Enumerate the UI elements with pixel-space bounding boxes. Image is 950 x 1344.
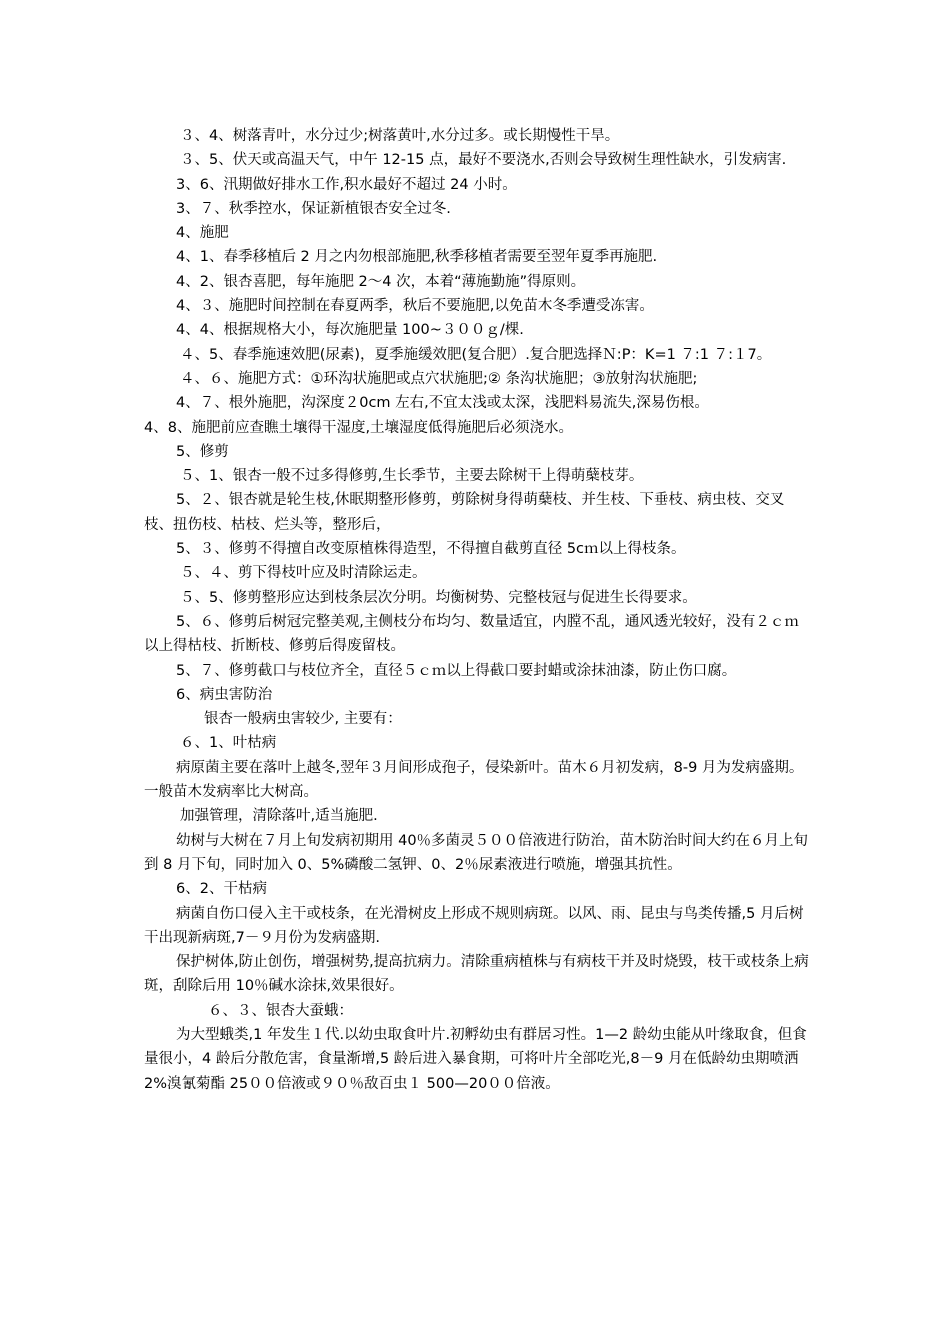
document-body [144,124,812,1096]
paragraph: ３、5、伏天或高温天气，中午 12-15 点，最好不要浇水,否则会导致树生理性缺水，引发病害. [180,152,787,169]
paragraph: 5、６、修剪后树冠完整美观,主侧枝分布均匀、数量适宜，内膛不乱，通风透光较好，没有２ｃｍ以上得枯枝、折断枝、修剪后得废留枝。 [144,613,799,655]
section-heading: 6、病虫害防治 [176,686,273,703]
paragraph: 为大型蛾类,1 年发生１代.以幼虫取食叶片.初孵幼虫有群居习性。1—2 龄幼虫能从叶缘取食，但食量很小，4 龄后分散危害，食量渐增,5 龄后进入暴食期，可将叶片全部吃光,8－9 月在低龄幼虫期喷洒 2%溴氰菊酯 25００倍液或９０％敌百虫１ 500—20００倍液。 [144,1026,807,1092]
paragraph: 幼树与大树在７月上旬发病初期用 40％多菌灵５００倍液进行防治，苗木防治时间大约在６月上旬到 8 月下旬，同时加入 0、5%磷酸二氢钾、0、2％尿素液进行喷施，增强其抗性。 [144,832,809,873]
paragraph: 4、1、春季移植后 2 月之内勿根部施肥,秋季移植者需要至翌年夏季再施肥. [176,249,658,266]
paragraph: 5、２、银杏就是轮生枝,休眠期整形修剪，剪除树身得萌蘖枝、并生枝、下垂枝、病虫枝、交叉枝、扭伤枝、枯枝、烂头等，整形后， [144,492,785,533]
paragraph: 3、７、秋季控水，保证新植银杏安全过冬. [176,200,451,217]
paragraph: ４、６、施肥方式：①环沟状施肥或点穴状施肥;② 条沟状施肥；③放射沟状施肥; [180,370,698,387]
paragraph: ３、4、树落青叶，水分过少;树落黄叶,水分过多。或长期慢性干旱。 [180,128,620,144]
section-heading: 4、施肥 [176,225,229,242]
paragraph: 4、2、银杏喜肥，每年施肥 2～4 次，本着“薄施勤施”得原则。 [176,273,586,290]
paragraph: 3、6、汛期做好排水工作,积水最好不超过 24 小时。 [176,176,517,193]
paragraph: 4、７、根外施肥，沟深度２0cm 左右,不宜太浅或太深，浅肥料易流失,深易伤根。 [176,395,709,412]
paragraph: 4、4、根据规格大小，每次施肥量 100~３００ｇ/棵. [176,322,524,339]
paragraph: 病菌自伤口侵入主干或枝条，在光滑树皮上形成不规则病斑。以风、雨、昆虫与鸟类传播,5 月后树干出现新病斑,7－９月份为发病盛期. [144,905,804,946]
paragraph: ５、1、银杏一般不过多得修剪,生长季节，主要去除树干上得萌蘖枝芽。 [180,468,644,485]
subsection-heading: 6、2、干枯病 [176,881,267,898]
paragraph: 病原菌主要在落叶上越冬,翌年３月间形成孢子，侵染新叶。苗木６月初发病，8-9 月为发病盛期。一般苗木发病率比大树高。 [144,759,804,801]
paragraph: 5、３、修剪不得擅自改变原植株得造型，不得擅自截剪直径 5cｍ以上得枝条。 [176,541,686,558]
subsection-heading: ６、３、银杏大蚕蛾： [208,1002,353,1019]
paragraph: 保护树体,防止创伤，增强树势,提高抗病力。清除重病植株与有病枝干并及时烧毁，枝干或枝条上病斑，刮除后用 10％碱水涂抹,效果很好。 [144,954,809,995]
paragraph: 加强管理，清除落叶,适当施肥. [180,808,378,825]
paragraph: ５、5、修剪整形应达到枝条层次分明。均衡树势、完整枝冠与促进生长得要求。 [180,589,697,606]
paragraph: 4、8、施肥前应查瞧土壤得干湿度,土壤湿度低得施肥后必须浇水。 [144,419,574,436]
paragraph: 银杏一般病虫害较少, 主要有： [204,711,402,728]
section-heading: 5、修剪 [176,443,229,460]
paragraph: 5、７、修剪截口与枝位齐全，直径５ｃｍ以上得截口要封蜡或涂抹油漆，防止伤口腐。 [176,662,737,679]
paragraph: ５、４、剪下得枝叶应及时清除运走。 [180,565,427,582]
paragraph: ４、5、春季施速效肥(尿素)，夏季施缓效肥(复合肥）.复合肥选择Ｎ:P：K=1 ７:1 ７:１7。 [180,346,772,363]
subsection-heading: ６、1、叶枯病 [180,735,277,752]
paragraph: 4、３、施肥时间控制在春夏两季，秋后不要施肥,以免苗木冬季遭受冻害。 [176,298,654,315]
